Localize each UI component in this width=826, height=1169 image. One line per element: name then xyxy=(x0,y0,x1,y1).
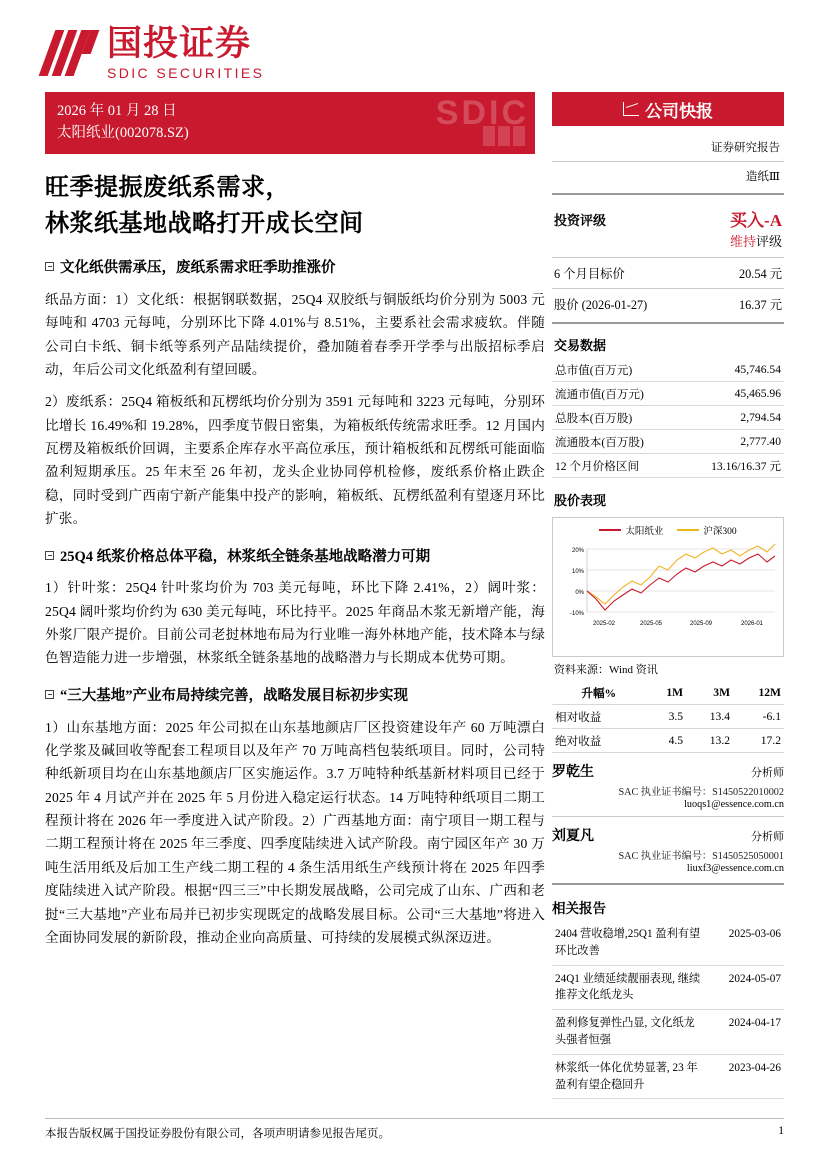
analyst-email[interactable]: liuxf3@essence.com.cn xyxy=(686,863,784,874)
report-type: 证券研究报告 xyxy=(711,142,780,154)
table-row xyxy=(552,729,784,753)
paragraph: 2）废纸系：25Q4 箱板纸和瓦楞纸均价分别为 3591 元每吨和 3223 元每吨，分别环比增长 16.49%和 19.28%，四季度节假日密集，为箱板纸传统需求旺季。12 月国内瓦楞及箱板纸价回调，主要系企库存水平高位承压，预计箱板纸和瓦楞纸可能面临盈利短期承压。25 年末至 26 年初，龙头企业协同停机检修，废纸系价格止跌企稳，同时受到广西南宁新产能集中投产的影响，箱板纸、瓦楞纸盈利有望逐月环比扩张。 xyxy=(45,394,545,527)
chart-plot xyxy=(553,537,783,645)
table-row xyxy=(552,454,784,478)
related-title[interactable]: 2404 营收稳增,25Q1 盈利有望环比改善 xyxy=(552,921,706,965)
masthead xyxy=(0,0,826,96)
svg-text:2025-02: 2025-02 xyxy=(593,621,616,627)
cell: 17.2 xyxy=(733,729,784,753)
table-row xyxy=(552,705,784,729)
svg-text:2025-09: 2025-09 xyxy=(690,621,713,627)
page-number: 1 xyxy=(778,1125,784,1137)
related-date: 2024-04-17 xyxy=(706,1010,784,1055)
industry-label: 造纸Ⅲ xyxy=(745,171,780,183)
cell-value: 2,794.54 xyxy=(681,406,784,430)
stock-name-code: 太阳纸业(002078.SZ) xyxy=(57,125,189,142)
report-date: 2026 年 01 月 28 日 xyxy=(57,103,177,119)
page-footer xyxy=(45,1118,784,1141)
rating-maintain-prefix: 维持 xyxy=(729,234,756,249)
page-title xyxy=(45,170,545,242)
analyst-name-row xyxy=(552,761,784,781)
footer-note: 本报告版权属于国投证券股份有限公司，各项声明请参见报告尾页。 xyxy=(45,1128,390,1140)
cell: 相对收益 xyxy=(552,705,646,729)
svg-text:-10%: -10% xyxy=(569,611,584,617)
legend-item xyxy=(599,523,663,537)
paragraph: 1）山东基地方面：2025 年公司拟在山东基地颜店厂区投资建设年产 60 万吨漂白化学浆及碱回收等配套工程项目以及年产 70 万吨高档包装纸项目。同时，公司特种纸新项目均在山东基地颜店厂区实施运作。3.7 万吨特种纸基新材料项目已经于 2025 年 4 月试产并在 2025 年 5 月份进入稳定运行状态。14 万吨特种纸项目二期工程预计将在 2026 年一季度进入试产阶段。2）广西基地方面：南宁项目一期工程与二期工程预计将在 2025 年三季度、四季度陆续进入试产阶段。南宁园区年产 30 万吨生活用纸及后加工生产线二期工程的 4 条生活用纸生产线预计将在 2025 年四季度陆续进入试产阶段。根据“四三三”中长期发展战略，公司完成了山东、广西和老挝“三大基地”产业布局并已初步实现既定的战略发展目标。公司“三大基地”将进入全面协同发展的新阶段，推动企业向高质量、可持续的发展模式纵深迈进。 xyxy=(45,719,545,945)
trade-data-table xyxy=(552,358,784,478)
target-price-label: 6 个月目标价 xyxy=(554,267,625,281)
col-header: 升幅% xyxy=(552,681,646,705)
col-header: 12M xyxy=(733,681,784,705)
report-category-label: 公司快报 xyxy=(645,101,713,121)
header-band xyxy=(45,92,535,154)
cell: 4.5 xyxy=(646,729,687,753)
rating-value: 买入-A xyxy=(730,211,782,230)
svg-text:10%: 10% xyxy=(571,569,584,575)
related-date: 2025-03-06 xyxy=(706,921,784,965)
analyst-block xyxy=(552,825,784,877)
related-title[interactable]: 24Q1 业绩延续靓丽表现, 继续推荐文化纸龙头 xyxy=(552,965,706,1010)
table-row xyxy=(552,430,784,454)
cell-key: 流通市值(百万元) xyxy=(552,382,681,406)
chart-icon xyxy=(623,102,639,116)
svg-text:0%: 0% xyxy=(575,590,584,596)
cell-key: 12 个月价格区间 xyxy=(552,454,681,478)
analyst-name: 罗乾生 xyxy=(552,765,594,780)
analyst-license: SAC 执业证书编号：S1450525050001 xyxy=(618,851,784,862)
cell-key: 总市值(百万元) xyxy=(552,358,681,382)
related-date: 2023-04-26 xyxy=(706,1054,784,1099)
investment-rating xyxy=(552,200,784,250)
list-item[interactable] xyxy=(552,1010,784,1055)
band-watermark: SDIC xyxy=(435,94,529,132)
paragraph: 1）针叶浆：25Q4 针叶浆均价为 703 美元每吨，环比下降 2.41%，2）阔叶浆：25Q4 阔叶浆均价约为 630 美元每吨，环比持平。2025 年商品木浆无新增产能，海外浆厂限产提价。目前公司老挝林地布局为行业唯一海外林地产能，技术降本与绿色智造能力进一步增强，林浆纸全链条基地的战略潜力与长期成本优势可期。 xyxy=(45,580,545,666)
analyst-role: 分析师 xyxy=(751,767,784,779)
cell-value: 45,746.54 xyxy=(681,358,784,382)
list-item[interactable] xyxy=(552,965,784,1010)
price-performance-heading: 股价表现 xyxy=(554,493,607,508)
target-price-value: 20.54 元 xyxy=(738,267,782,281)
band-decor xyxy=(483,126,525,146)
cell-key: 总股本(百万股) xyxy=(552,406,681,430)
cell: 3.5 xyxy=(646,705,687,729)
company-logo xyxy=(45,26,826,80)
list-item[interactable] xyxy=(552,1054,784,1099)
svg-text:2026-01: 2026-01 xyxy=(741,621,764,627)
table-row xyxy=(552,406,784,430)
bullet-icon xyxy=(45,551,54,560)
current-price-row xyxy=(552,292,784,316)
analyst-block xyxy=(552,761,784,813)
rating-maintain-suffix: 评级 xyxy=(755,234,782,249)
legend-item xyxy=(677,523,736,537)
related-reports-table xyxy=(552,921,784,1099)
logo-text-cn: 国投证券 xyxy=(107,24,252,63)
related-title[interactable]: 林浆纸一体化优势显著, 23 年盈利有望企稳回升 xyxy=(552,1054,706,1099)
cell-value: 2,777.40 xyxy=(681,430,784,454)
section-heading-2 xyxy=(45,547,545,569)
trade-data-heading: 交易数据 xyxy=(554,338,607,353)
chart-source: 资料来源：Wind 资讯 xyxy=(554,664,658,676)
rating-label: 投资评级 xyxy=(554,213,607,228)
analyst-email[interactable]: luoqs1@essence.com.cn xyxy=(684,799,784,810)
title-line-1: 旺季提振废纸系需求， xyxy=(45,175,290,201)
col-header: 1M xyxy=(646,681,687,705)
chart-legend xyxy=(553,518,783,537)
paragraph: 纸品方面：1）文化纸：根据钢联数据，25Q4 双胶纸与铜版纸均价分别为 5003 元每吨和 4703 元每吨，分别环比下降 4.01%与 8.51%，主要系社会需求疲软。伴随公司白卡纸、铜卡纸等系列产品陆续提价，叠加随着春季开学季与出版招标季启动，年后公司文化纸盈利有望回暖。 xyxy=(45,291,545,377)
section-heading-3 xyxy=(45,686,545,708)
section-heading-2-text: 25Q4 纸浆价格总体平稳，林浆纸全链条基地战略潜力可期 xyxy=(60,548,431,565)
list-item[interactable] xyxy=(552,921,784,965)
section-heading-1 xyxy=(45,258,545,280)
cell: 13.2 xyxy=(686,729,733,753)
price-performance-chart xyxy=(552,517,784,657)
analyst-name: 刘夏凡 xyxy=(552,829,594,844)
related-date: 2024-05-07 xyxy=(706,965,784,1010)
current-price-label: 股价 (2026-01-27) xyxy=(554,298,648,312)
sidebar xyxy=(552,92,784,1099)
table-row xyxy=(552,358,784,382)
title-line-2: 林浆纸基地战略打开成长空间 xyxy=(45,211,364,237)
cell-key: 流通股本(百万股) xyxy=(552,430,681,454)
cell-value: 13.16/16.37 元 xyxy=(681,454,784,478)
cell: 绝对收益 xyxy=(552,729,646,753)
current-price-value: 16.37 元 xyxy=(738,298,782,312)
section-heading-1-text: 文化纸供需承压，废纸系需求旺季助推涨价 xyxy=(60,260,336,276)
main-content xyxy=(45,170,545,958)
col-header: 3M xyxy=(686,681,733,705)
target-price-row xyxy=(552,261,784,285)
table-row xyxy=(552,382,784,406)
table-header-row xyxy=(552,681,784,705)
analyst-name-row xyxy=(552,825,784,845)
analyst-license: SAC 执业证书编号：S1450522010002 xyxy=(618,787,784,798)
rating-maintain xyxy=(730,231,782,250)
section-heading-3-text: “三大基地”产业布局持续完善，战略发展目标初步实现 xyxy=(60,687,408,704)
legend-label: 沪深300 xyxy=(703,527,737,537)
report-category-badge xyxy=(552,92,784,126)
cell: -6.1 xyxy=(733,705,784,729)
related-title[interactable]: 盈利修复弹性凸显, 文化纸龙头强者恒强 xyxy=(552,1010,706,1055)
cell: 13.4 xyxy=(686,705,733,729)
performance-table xyxy=(552,681,784,753)
bullet-icon xyxy=(45,690,54,699)
bullet-icon xyxy=(45,262,54,271)
logo-mark-icon xyxy=(45,30,97,76)
legend-label: 太阳纸业 xyxy=(625,527,664,537)
logo-text-en: SDIC SECURITIES xyxy=(107,65,265,81)
svg-text:20%: 20% xyxy=(571,548,584,554)
related-reports-heading: 相关报告 xyxy=(552,901,606,916)
cell-value: 45,465.96 xyxy=(681,382,784,406)
svg-text:2025-05: 2025-05 xyxy=(640,621,663,627)
analyst-role: 分析师 xyxy=(751,831,784,843)
